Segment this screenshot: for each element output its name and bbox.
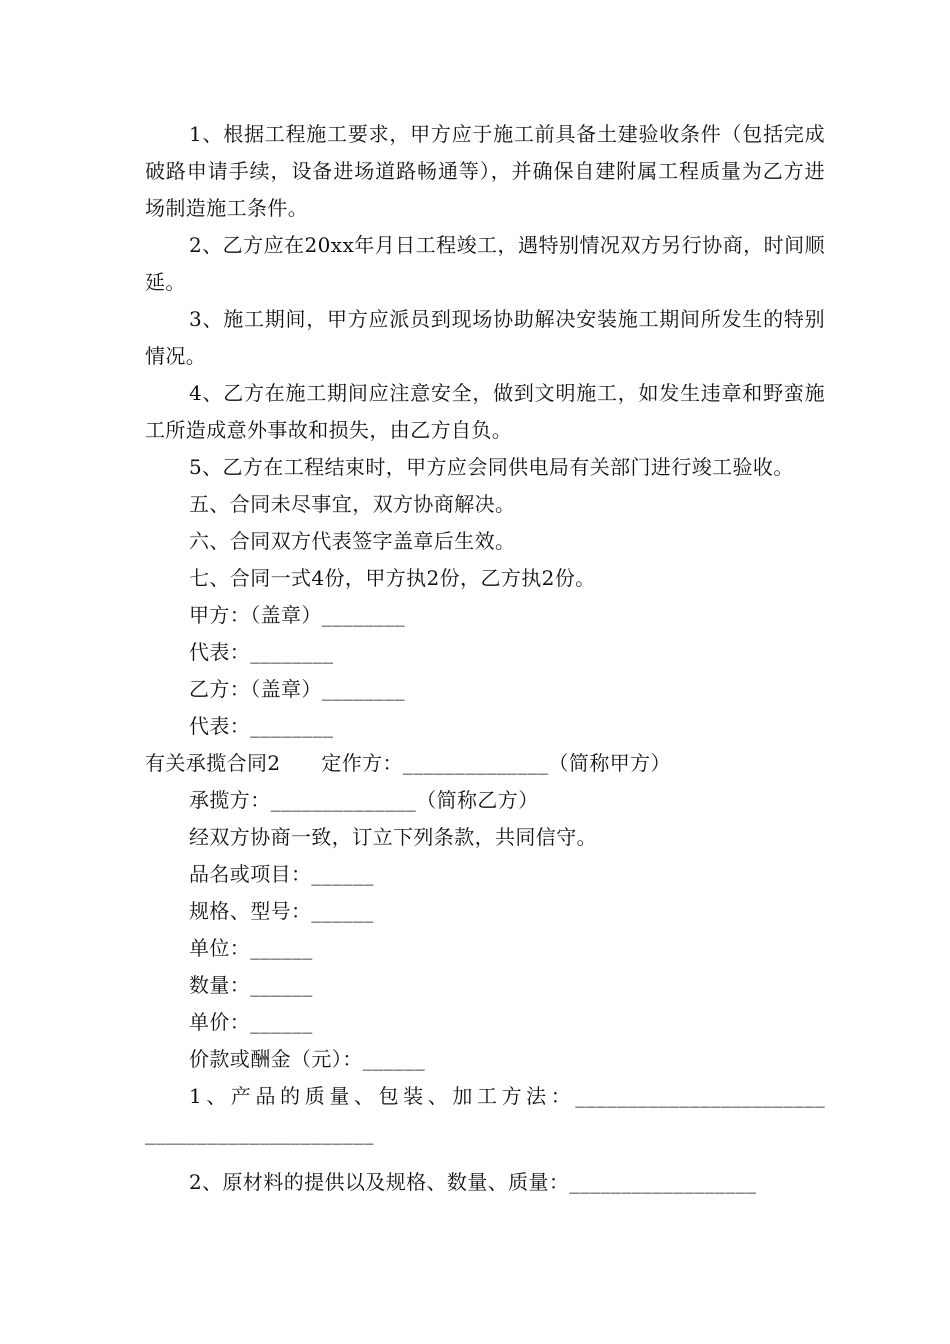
paragraph-article-5: 五、合同未尽事宜，双方协商解决。	[189, 492, 516, 516]
contractor-line: 承揽方：______________（简称乙方）	[189, 788, 539, 812]
paragraph-clause-4: 4、乙方在施工期间应注意安全，做到文明施工，如发生违章和野蛮施工所造成意外事故和损失，由乙方自负。	[145, 381, 825, 442]
clause-raw-materials: 2、原材料的提供以及规格、数量、质量：__________________	[189, 1170, 757, 1194]
paragraph-clause-3: 3、施工期间，甲方应派员到现场协助解决安装施工期间所发生的特别情况。	[145, 307, 825, 368]
document-body	[145, 116, 832, 1201]
field-specification: 规格、型号：______	[189, 899, 374, 923]
field-unit: 单位：______	[189, 936, 313, 960]
clause-quality-packaging: 1、产品的质量、包装、加工方法：________________________ ______________________	[145, 1084, 832, 1145]
paragraph-clause-5: 5、乙方在工程结束时，甲方应会同供电局有关部门进行竣工验收。	[189, 455, 794, 479]
paragraph-gap	[145, 1152, 825, 1164]
field-unit-price: 单价：______	[189, 1010, 313, 1034]
signature-party-a: 甲方：（盖章）________	[189, 603, 405, 627]
agreement-statement: 经双方协商一致，订立下列条款，共同信守。	[189, 825, 597, 849]
signature-representative-a: 代表：________	[189, 640, 334, 664]
signature-party-b: 乙方：（盖章）________	[189, 677, 405, 701]
paragraph-article-6: 六、合同双方代表签字盖章后生效。	[189, 529, 516, 553]
field-product-name: 品名或项目：______	[189, 862, 374, 886]
contract-2-heading: 有关承揽合同2 定作方：______________（简称甲方）	[145, 751, 671, 775]
paragraph-clause-2: 2、乙方应在20xx年月日工程竣工，遇特别情况双方另行协商，时间顺延。	[145, 233, 825, 294]
signature-representative-b: 代表：________	[189, 714, 334, 738]
paragraph-article-7: 七、合同一式4份，甲方执2份，乙方执2份。	[189, 566, 596, 590]
field-total-price: 价款或酬金（元）：______	[189, 1047, 425, 1071]
field-quantity: 数量：______	[189, 973, 313, 997]
paragraph-clause-1: 1、根据工程施工要求，甲方应于施工前具备土建验收条件（包括完成破路申请手续，设备进场道路畅通等），并确保自建附属工程质量为乙方进场制造施工条件。	[145, 122, 825, 220]
